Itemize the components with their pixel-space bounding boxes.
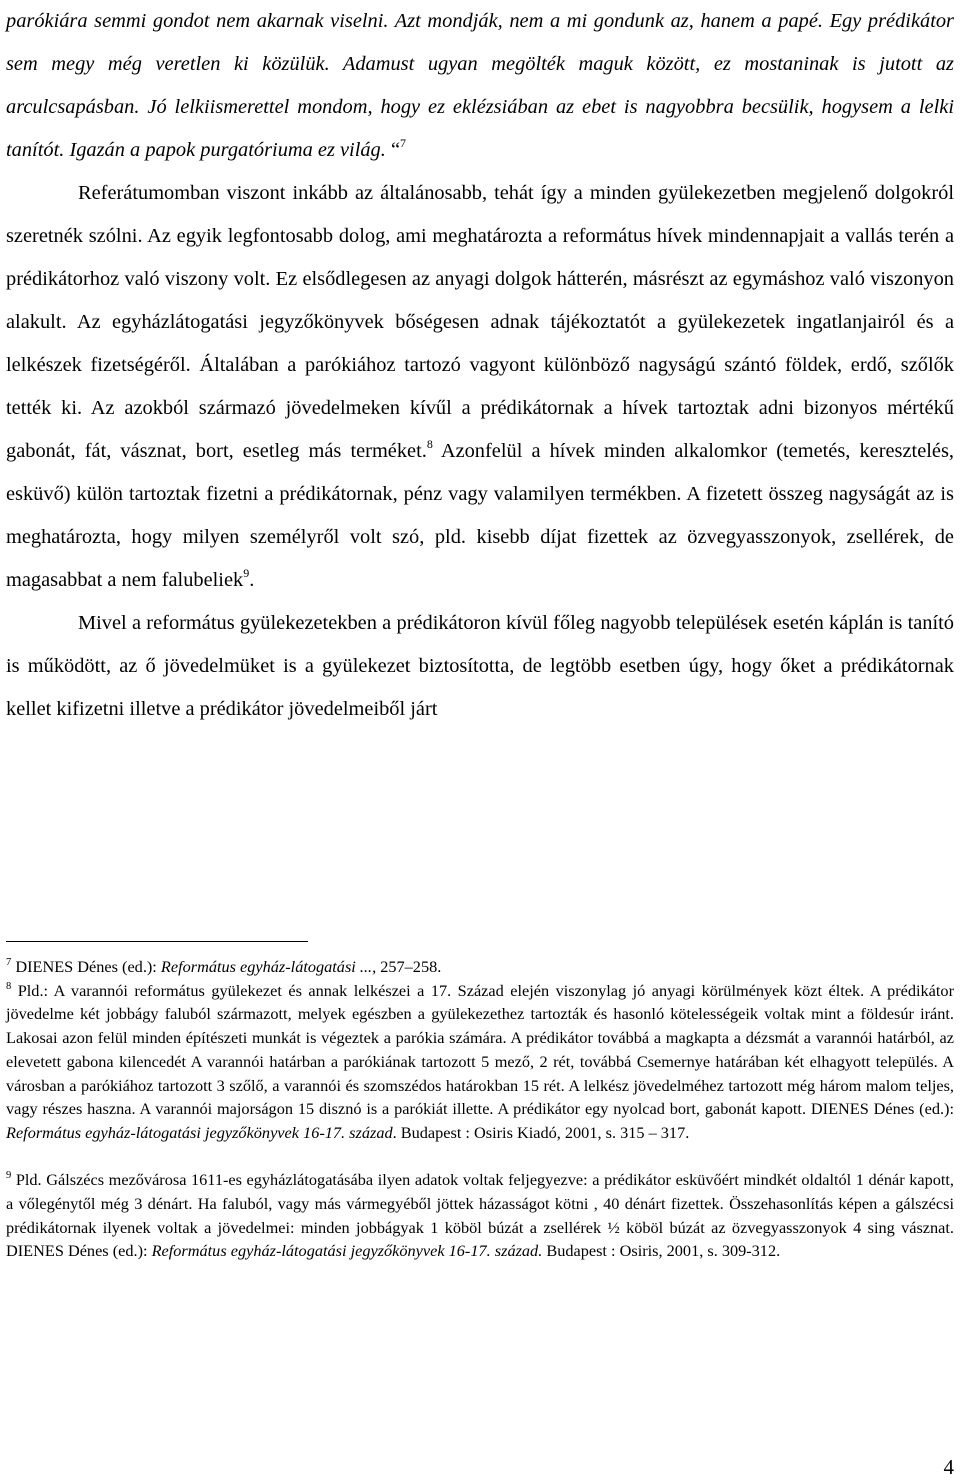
footnote-9 [6, 1168, 954, 1263]
footnote-8-number: 8 [6, 980, 12, 992]
footnote-ref-8[interactable]: 8 [426, 437, 433, 451]
paragraph-1-part-2: Azonfelül a hívek minden alkalomkor (temetés, keresztelés, esküvő) külön tartoztak fizetni a prédikátornak, pénz vagy valamilyen termékben. A fizetett összeg nagyságát az is meghatározta, hogy milyen személyről volt szó, pld. kisebb díjat fizettek az özvegyasszonyok, zsellérek, de magasabbat a nem falubeliek [6, 440, 955, 591]
footnote-7-number: 7 [6, 957, 12, 968]
footnote-9-title: Református egyház-látogatási jegyzőkönyvek 16-17. század. [151, 1241, 543, 1261]
footnotes [6, 955, 954, 1263]
footnote-7-rest: , 257–258. [372, 957, 442, 976]
footnote-9-rest: Budapest : Osiris, 2001, s. 309-312. [542, 1241, 781, 1261]
footnote-separator [6, 941, 308, 942]
quote-text: parókiára semmi gondot nem akarnak viselni. Azt mondják, nem a mi gondunk az, hanem a papé. Egy prédikátor sem megy még veretlen ki közülük. Adamust ugyan megölték maguk között, ez mostaninak is jutott az arculcsapásban. Jó lelkiismerettel mondom, hogy ez eklézsiában az ebet is nagyobbra becsülik, hogysem a lelki tanítót. Igazán a papok purgatóriuma ez világ. [6, 10, 954, 161]
footnote-9-number: 9 [6, 1170, 12, 1182]
footnote-7-title: Református egyház-látogatási ... [160, 957, 373, 976]
footnote-ref-7[interactable]: 7 [400, 136, 407, 150]
paragraph-1 [6, 172, 954, 602]
paragraph-1-part-1: Referátumomban viszont inkább az általánosabb, tehát így a minden gyülekezetben megjelenő dolgokról szeretnék szólni. Az egyik legfontosabb dolog, ami meghatározta a református hívek mindennapjait a vallás terén a prédikátorhoz való viszony volt. Ez elsődlegesen az anyagi dolgok hátterén, másrészt az egymáshoz való viszonyon alakult. Az egyházlátogatási jegyzőkönyvek bőségesen adnak tájékoztatót a gyülekezetek ingatlanjairól és a lelkészek fizetségéről. Általában a parókiához tartozó vagyont különböző nagyságú szántó földek, erdő, szőlők tették ki. Az azokból származó jövedelmeken kívűl a prédikátornak a hívek tartoztak adni bizonyos mértékű gabonát, fát, vásznat, bort, esetleg más terméket. [6, 182, 954, 462]
body-text [6, 0, 954, 731]
paragraph-2: Mivel a református gyülekezetekben a prédikátoron kívül főleg nagyobb települések esetén káplán is tanító is működött, az ő jövedelmüket is a gyülekezet biztosította, de legtöbb esetben úgy, hogy őket a prédikátornak kellet kifizetni illetve a prédikátor jövedelmeiből járt [6, 612, 954, 720]
footnote-8 [6, 979, 954, 1145]
footnote-8-title: Református egyház-látogatási jegyzőkönyvek 16-17. század [6, 1122, 393, 1142]
footnote-8-rest: . Budapest : Osiris Kiadó, 2001, s. 315 – 317. [392, 1122, 690, 1142]
footnote-8-text: Pld.: A varannói református gyülekezet és annak lelkészei a 17. Század elején viszonylag jó anyagi körülmények közt éltek. A prédikátor jövedelme két jobbágy faluból származott, melyek egészben a gyülekezethez tartozták és hasonló kötelességeik voltak mint a földesúr iránt. Lakosai azon felül minden építészeti munkát is végeztek a parókia számára. A prédikátor továbbá a magkapta a dézsmát a varannói határból, az elevetett gabona kilencedét A varannói határban a parókiának tartozott 5 mező, 2 rét, továbbá Csemernye határában két elhagyott település. A városban a parókiához tartozott 3 szőlő, a varannói és szomszédos határokban 15 rét. A lelkész jövedelméhez tartozott még három malom teljes, vagy részes haszna. A varannói majorságon 15 disznó is a parókiát illette. A prédikátor egy nyolcad bort, gabonát kapott. DIENES Dénes (ed.): [6, 980, 954, 1119]
footnote-ref-9[interactable]: 9 [243, 566, 250, 580]
quote-close-mark: “ [385, 139, 401, 161]
footnote-7 [6, 955, 954, 979]
page-number: 4 [943, 1455, 954, 1479]
paragraph-1-end: . [249, 569, 255, 591]
quote-paragraph [6, 0, 954, 172]
footnote-7-author: DIENES Dénes (ed.): [11, 957, 161, 976]
footnote-9-text: Pld. Gálszécs mezővárosa 1611-es egyházlátogatásába ilyen adatok voltak feljegyezve: a prédikátor esküvőért mindkét oldaltól 1 dénár kapott, a vőlegénytől még 3 dénárt. Ha faluból, vagy más vármegyéből jöttek házasságot kötni , 40 dénárt fizettek. Összehasonlítás képen a gálszécsi prédikátornak ilyenek voltak a jövedelmei: minden jobbágyak 1 köböl búzát a zsellérek ½ köböl búzát az özvegyasszonyok 4 sing vásznat. DIENES Dénes (ed.): [6, 1170, 954, 1261]
